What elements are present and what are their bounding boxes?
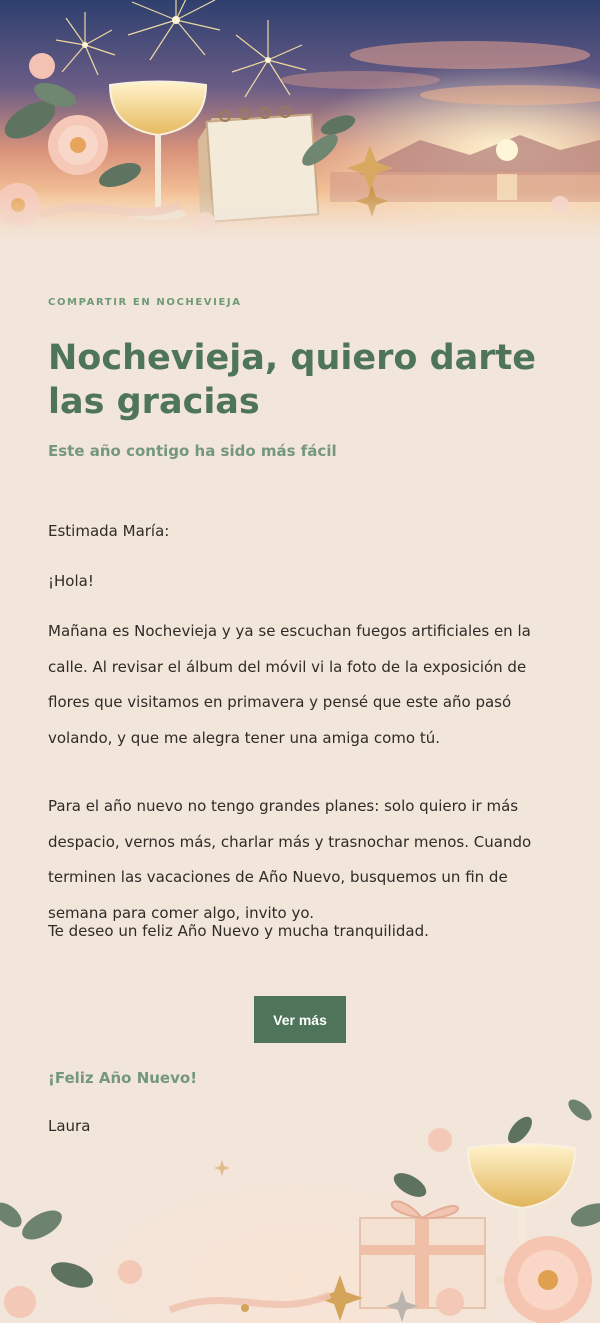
page-subtitle: Este año contigo ha sido más fácil: [48, 442, 337, 460]
signature: Laura: [48, 1117, 91, 1135]
see-more-button[interactable]: Ver más: [254, 996, 346, 1043]
hero-banner-image: [0, 0, 600, 250]
page-title: Nochevieja, quiero darte las gracias: [48, 338, 536, 422]
letter-paragraph: Mañana es Nochevieja y ya se escuchan fuegos artificiales en la calle. Al revisar el álbum del móvil vi la foto de la exposición de flores que visitamos en primavera y pensé que este año pasó volando, y que me alegra tener una amiga como tú.: [48, 622, 531, 747]
letter-greeting: Estimada María:: [48, 522, 170, 540]
letter-hello: ¡Hola!: [48, 572, 94, 590]
letter-paragraph: Para el año nuevo no tengo grandes planes: solo quiero ir más despacio, vernos más, charlar más y trasnochar menos. Cuando terminen las vacaciones de Año Nuevo, busquemos un fin de semana para comer algo, invito yo.: [48, 797, 532, 922]
kicker-label: COMPARTIR EN NOCHEVIEJA: [48, 297, 242, 308]
letter-paragraph: Te deseo un feliz Año Nuevo y mucha tranquilidad.: [48, 922, 429, 940]
closing-wish: ¡Feliz Año Nuevo!: [48, 1069, 198, 1087]
